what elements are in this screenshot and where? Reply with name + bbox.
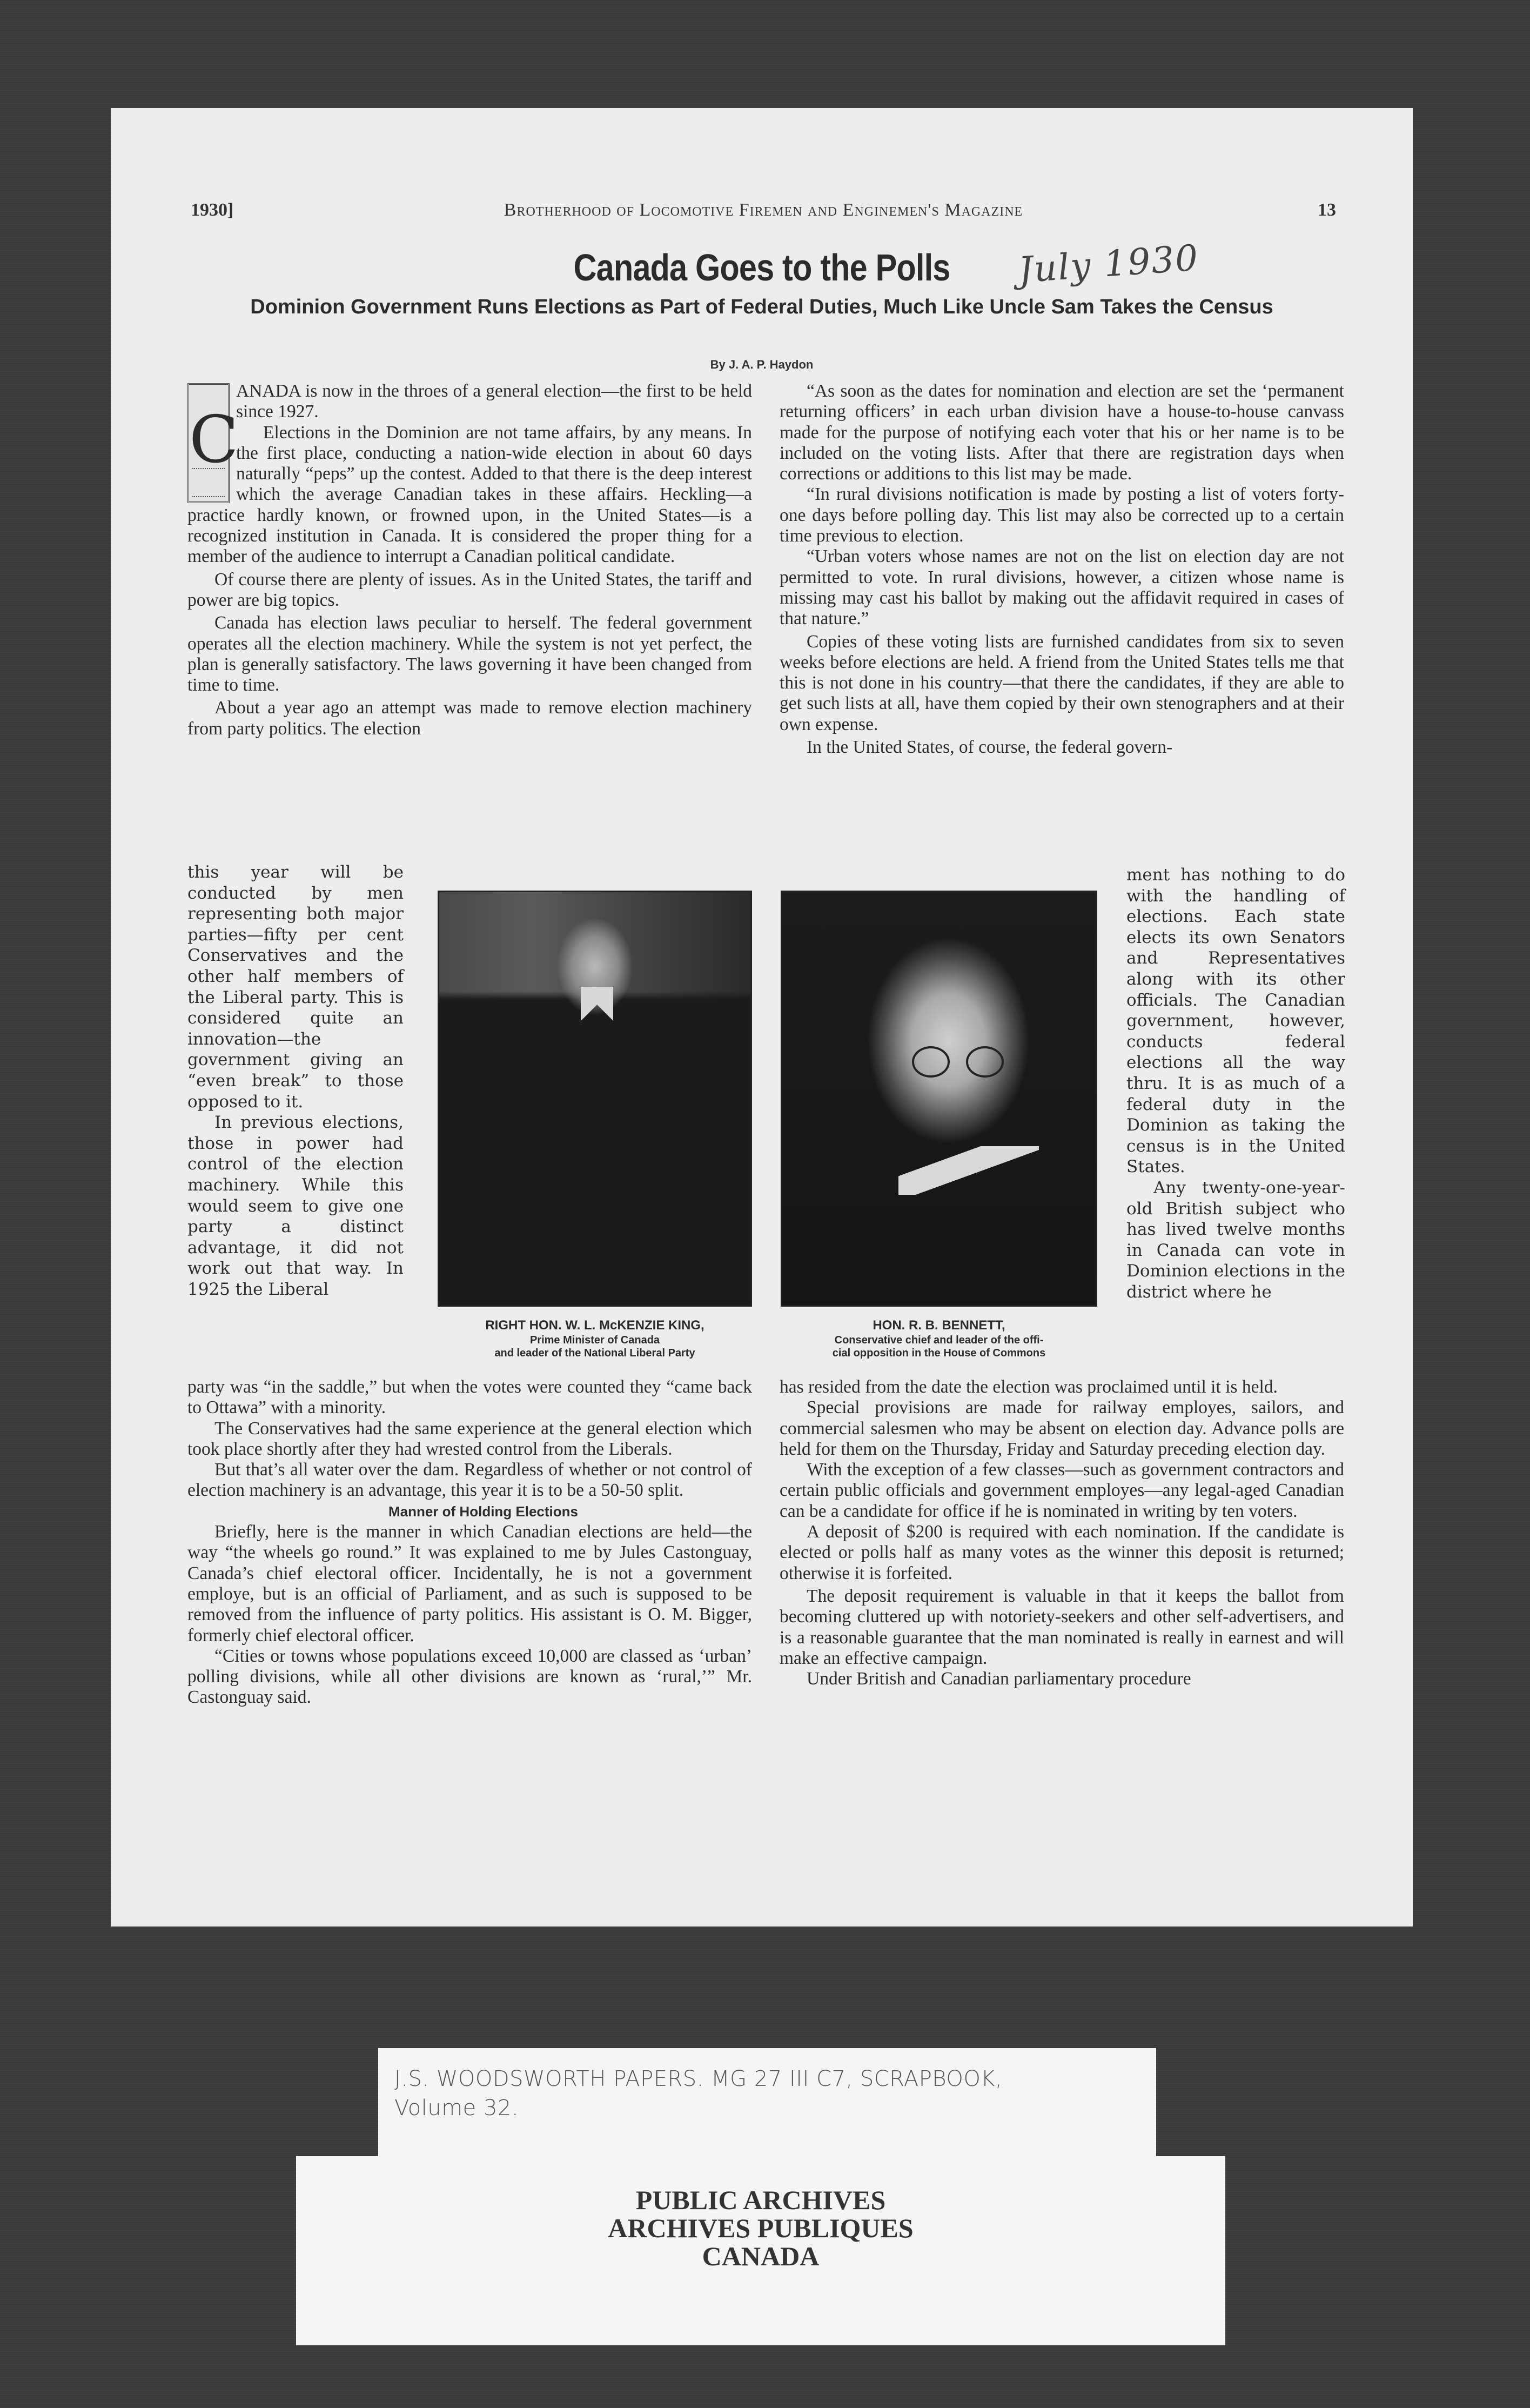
archive-stamp-line: ARCHIVES PUBLIQUES bbox=[608, 2213, 914, 2243]
caption-description: Conservative chief and leader of the offi- bbox=[834, 1334, 1044, 1346]
right-column-narrow bbox=[1126, 865, 1345, 1302]
article-title: Canada Goes to the Polls bbox=[573, 246, 950, 289]
caption-name: RIGHT HON. W. L. McKENZIE KING, bbox=[485, 1318, 704, 1333]
archive-stamp-line: CANADA bbox=[702, 2241, 820, 2271]
left-column-bottom bbox=[187, 1377, 752, 1708]
paragraph: Elections in the Dominion are not tame affairs, by any means. In the first place, conducting a nation-wide election in about 60 days naturally “peps” up the contest. Added to that there is the deep interest which the average Canadian takes in these affairs. Heckling—a practice hardly known, or frowned upon, in the United States—is a recognized institution in Canada. It is considered the proper thing for a member of the audience to interrupt a Canadian political candidate. bbox=[187, 422, 752, 567]
archive-stamp-label bbox=[296, 2156, 1225, 2345]
article-subtitle: Dominion Government Runs Elections as Part of Federal Duties, Much Like Uncle Sam Takes the Census bbox=[250, 296, 1273, 318]
paragraph: “As soon as the dates for nomination and election are set the ‘permanent returning officers’ in each urban division have a house-to-house canvass made for the purpose of notifying each voter that his or her name is to be included on the voting lists. After that there are registration days when corrections or additions to this list may be made. bbox=[780, 381, 1344, 484]
shirt-collar bbox=[581, 987, 613, 1030]
paragraph: The deposit requirement is valuable in that it keeps the ballot from becoming cluttered up with notoriety-seekers and other self-advertisers, and is a reasonable guarantee that the man nominated is really in earnest and will make an effective campaign. bbox=[780, 1586, 1344, 1668]
paragraph: “Cities or towns whose populations exceed 10,000 are classed as ‘urban’ polling divisions, while all other divisions are known as ‘rural,’” Mr. Castonguay said. bbox=[187, 1646, 752, 1708]
photo-caption-bennett bbox=[781, 1317, 1097, 1360]
paragraph: C ANADA is now in the throes of a general election—the first to be held since 1927. bbox=[187, 381, 752, 423]
right-column-bottom bbox=[780, 1377, 1344, 1689]
paragraph: Special provisions are made for railway employes, sailors, and commercial salesmen who may be absent on election day. Advance polls are held for them on the Thursday, Friday and Saturday preceding election day. bbox=[780, 1397, 1344, 1459]
paragraph: About a year ago an attempt was made to remove election machinery from party politics. The election bbox=[187, 698, 752, 739]
archive-stamp bbox=[296, 2186, 1225, 2270]
paragraph: Copies of these voting lists are furnished candidates from six to seven weeks before elections are held. A friend from the United States tells me that this is not done in his country—that there the candidates, if they are able to get such lists at all, have them copied by their own stenographers and at their own expense. bbox=[780, 631, 1344, 734]
photo-mackenzie-king bbox=[438, 891, 752, 1307]
photo-caption-king bbox=[438, 1317, 752, 1360]
paragraph: The Conservatives had the same experience at the general election which took place shortly after they had wrested control from the Liberals. bbox=[187, 1418, 752, 1459]
paragraph: Any twenty-one-year-old British subject who has lived twelve months in Canada can vote in Dominion elections in the district where he bbox=[1126, 1178, 1345, 1302]
floral-ornament-icon bbox=[192, 468, 225, 497]
magazine-page bbox=[111, 108, 1413, 1927]
section-heading: Manner of Holding Elections bbox=[388, 1503, 578, 1520]
running-head bbox=[191, 200, 1336, 232]
archive-reference-line: Volume 32. bbox=[394, 2096, 519, 2121]
paragraph: Canada has election laws peculiar to herself. The federal government operates all the election machinery. While the system is not yet perfect, the plan is generally satisfactory. The laws governing it have been changed from time to time. bbox=[187, 613, 752, 695]
paragraph: Under British and Canadian parliamentary procedure bbox=[807, 1669, 1191, 1689]
paragraph: In the United States, of course, the federal govern- bbox=[807, 737, 1173, 758]
archive-reference bbox=[394, 2064, 1140, 2123]
caption-description: cial opposition in the House of Commons bbox=[832, 1347, 1046, 1359]
paragraph: Briefly, here is the manner in which Canadian elections are held—the way “the wheels go round.” It was explained to me by Jules Castonguay, Canada’s chief electoral officer. Incidentally, he is not a government employe, but is an official of Parliament, and as such is supposed to be removed from the influence of party politics. His assistant is O. M. Bigger, formerly chief electoral officer. bbox=[187, 1522, 752, 1646]
paragraph: party was “in the saddle,” but when the votes were counted they “came back to Ottawa” with a minority. bbox=[187, 1377, 752, 1418]
paragraph: A deposit of $200 is required with each nomination. If the candidate is elected or polls half as many votes as the winner this deposit is returned; otherwise it is forfeited. bbox=[780, 1522, 1344, 1583]
archive-reference-label bbox=[378, 2048, 1156, 2156]
archive-stamp-line: PUBLIC ARCHIVES bbox=[635, 2185, 886, 2215]
paragraph: With the exception of a few classes—such as government contractors and certain public officials and government employes—any legal-aged Canadian can be a candidate for office if he is nominated in writing by ten voters. bbox=[780, 1460, 1344, 1521]
caption-description: and leader of the National Liberal Party bbox=[494, 1347, 695, 1359]
left-column-top bbox=[187, 381, 752, 739]
magazine-name: Brotherhood of Locomotive Firemen and Enginemen's Magazine bbox=[504, 200, 1023, 220]
shirt-collar bbox=[898, 1146, 1039, 1195]
drop-cap-letter: C bbox=[189, 403, 239, 478]
paragraph: has resided from the date the election was proclaimed until it is held. bbox=[780, 1377, 1278, 1397]
caption-description: Prime Minister of Canada bbox=[529, 1334, 660, 1346]
archive-reference-line: J.S. WOODSWORTH PAPERS. MG 27 III C7, SCRAPBOOK, bbox=[394, 2066, 1003, 2091]
paragraph: Of course there are plenty of issues. As in the United States, the tariff and power are big topics. bbox=[187, 569, 752, 610]
paragraph: this year will be conducted by men representing both major parties—fifty per cent Conservatives and the other half members of the Liberal party. This is considered quite an innovation—the government giving an “even break” to those opposed to it. bbox=[187, 862, 404, 1112]
caption-name: HON. R. B. BENNETT, bbox=[873, 1318, 1005, 1333]
handwritten-date-note: July 1930 bbox=[1017, 237, 1200, 291]
paragraph: ment has nothing to do with the handling of elections. Each state elects its own Senators and Representatives along with its other officials. The Canadian government, however, conducts federal elections all the way thru. It is as much of a federal duty in the Dominion as taking the census is in the United States. bbox=[1126, 865, 1345, 1177]
page-number: 13 bbox=[1318, 200, 1336, 220]
running-head-year: 1930] bbox=[191, 200, 234, 220]
article-byline: By J. A. P. Haydon bbox=[710, 358, 814, 371]
ornamental-drop-cap bbox=[187, 383, 239, 503]
left-column-narrow bbox=[187, 862, 404, 1300]
paragraph: In previous elections, those in power had control of the election machinery. While this would seem to give one party a distinct advantage, it did not work out that way. In 1925 the Liberal bbox=[187, 1113, 404, 1299]
paragraph: “Urban voters whose names are not on the list on election day are not permitted to vote. In rural divisions, however, a citizen whose name is missing may cast his ballot by making out the affidavit required in cases of that nature.” bbox=[780, 546, 1344, 629]
paragraph: “In rural divisions notification is made by posting a list of voters forty-one days before polling day. This list may also be corrected up to a certain time previous to election. bbox=[780, 484, 1344, 546]
paragraph: But that’s all water over the dam. Regardless of whether or not control of election machinery is an advantage, this year it is to be a 50-50 split. bbox=[187, 1460, 752, 1501]
photo-bennett bbox=[781, 891, 1097, 1307]
right-column-top bbox=[780, 381, 1344, 758]
spectacles bbox=[912, 1046, 1004, 1073]
